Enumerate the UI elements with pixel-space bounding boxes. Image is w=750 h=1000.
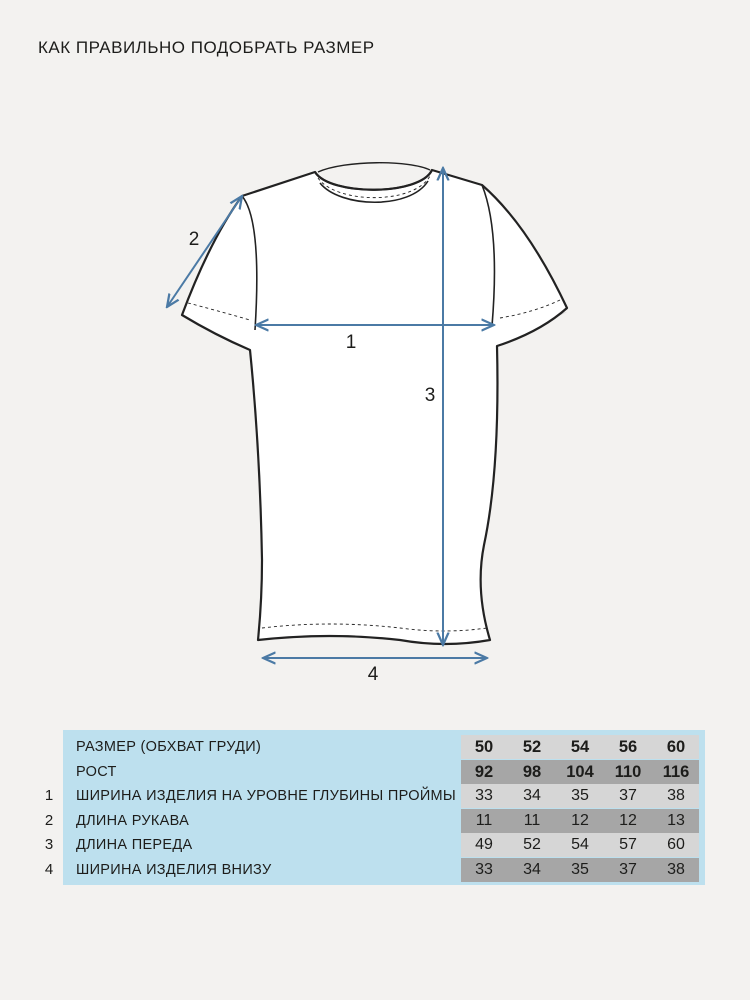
table-row: [44, 784, 705, 808]
row-values: [461, 735, 699, 759]
row-number: 2: [44, 811, 54, 829]
table-cell: 13: [667, 811, 685, 829]
table-cell: 52: [522, 738, 542, 756]
tshirt-body-outline: [182, 170, 567, 644]
table-cell: 35: [571, 787, 589, 804]
row-number: 4: [44, 860, 54, 878]
table-cell: 92: [474, 762, 494, 781]
table-cell: 60: [666, 738, 686, 756]
table-cell: 34: [523, 787, 541, 804]
table-cell: 98: [522, 762, 542, 781]
table-cell: 33: [475, 787, 493, 804]
row-label: ДЛИНА РУКАВА: [76, 812, 190, 829]
row-values: [461, 833, 699, 857]
row-number: [43, 760, 55, 784]
row-values: [461, 809, 699, 833]
table-cell: 50: [474, 738, 494, 756]
row-label: ДЛИНА ПЕРЕДА: [76, 837, 193, 853]
table-row: [44, 833, 705, 857]
table-cell: 34: [523, 860, 541, 878]
row-number: [43, 735, 55, 759]
measure-label-2: 2: [188, 229, 200, 250]
table-cell: 12: [619, 811, 637, 829]
table-row: [44, 858, 705, 882]
table-cell: 104: [566, 762, 594, 781]
row-values: [461, 784, 699, 808]
measure-label-4: 4: [367, 664, 379, 685]
measure-label-3: 3: [424, 385, 436, 406]
table-cell: 56: [618, 738, 638, 756]
row-label: ШИРИНА ИЗДЕЛИЯ ВНИЗУ: [76, 861, 272, 878]
row-number: 1: [44, 787, 54, 804]
row-label: РАЗМЕР (ОБХВАТ ГРУДИ): [76, 739, 262, 755]
table-cell: 116: [662, 762, 690, 781]
table-row: [63, 760, 705, 784]
table-cell: 12: [571, 811, 589, 829]
table-cell: 37: [619, 787, 637, 804]
table-cell: 110: [614, 762, 642, 781]
table-row: [44, 809, 705, 833]
row-values: [461, 760, 699, 784]
table-cell: 11: [475, 811, 493, 829]
page-title: КАК ПРАВИЛЬНО ПОДОБРАТЬ РАЗМЕР: [38, 38, 375, 57]
row-label: РОСТ: [76, 763, 117, 780]
table-cell: 38: [667, 860, 685, 878]
table-cell: 11: [523, 811, 541, 829]
table-cell: 60: [667, 836, 685, 853]
collar-back: [318, 163, 430, 172]
table-cell: 52: [523, 836, 541, 853]
size-table: [44, 730, 705, 885]
row-number: 3: [44, 836, 54, 853]
table-cell: 33: [475, 860, 493, 878]
table-cell: 57: [619, 836, 637, 853]
table-cell: 54: [570, 738, 590, 756]
measure-label-1: 1: [345, 332, 357, 353]
table-cell: 38: [667, 787, 685, 804]
row-label: ШИРИНА ИЗДЕЛИЯ НА УРОВНЕ ГЛУБИНЫ ПРОЙМЫ: [76, 788, 457, 804]
row-values: [461, 858, 699, 882]
table-cell: 37: [619, 860, 637, 878]
table-cell: 35: [571, 860, 589, 878]
table-row: [63, 735, 705, 759]
table-cell: 54: [571, 836, 589, 853]
table-cell: 49: [475, 836, 493, 853]
